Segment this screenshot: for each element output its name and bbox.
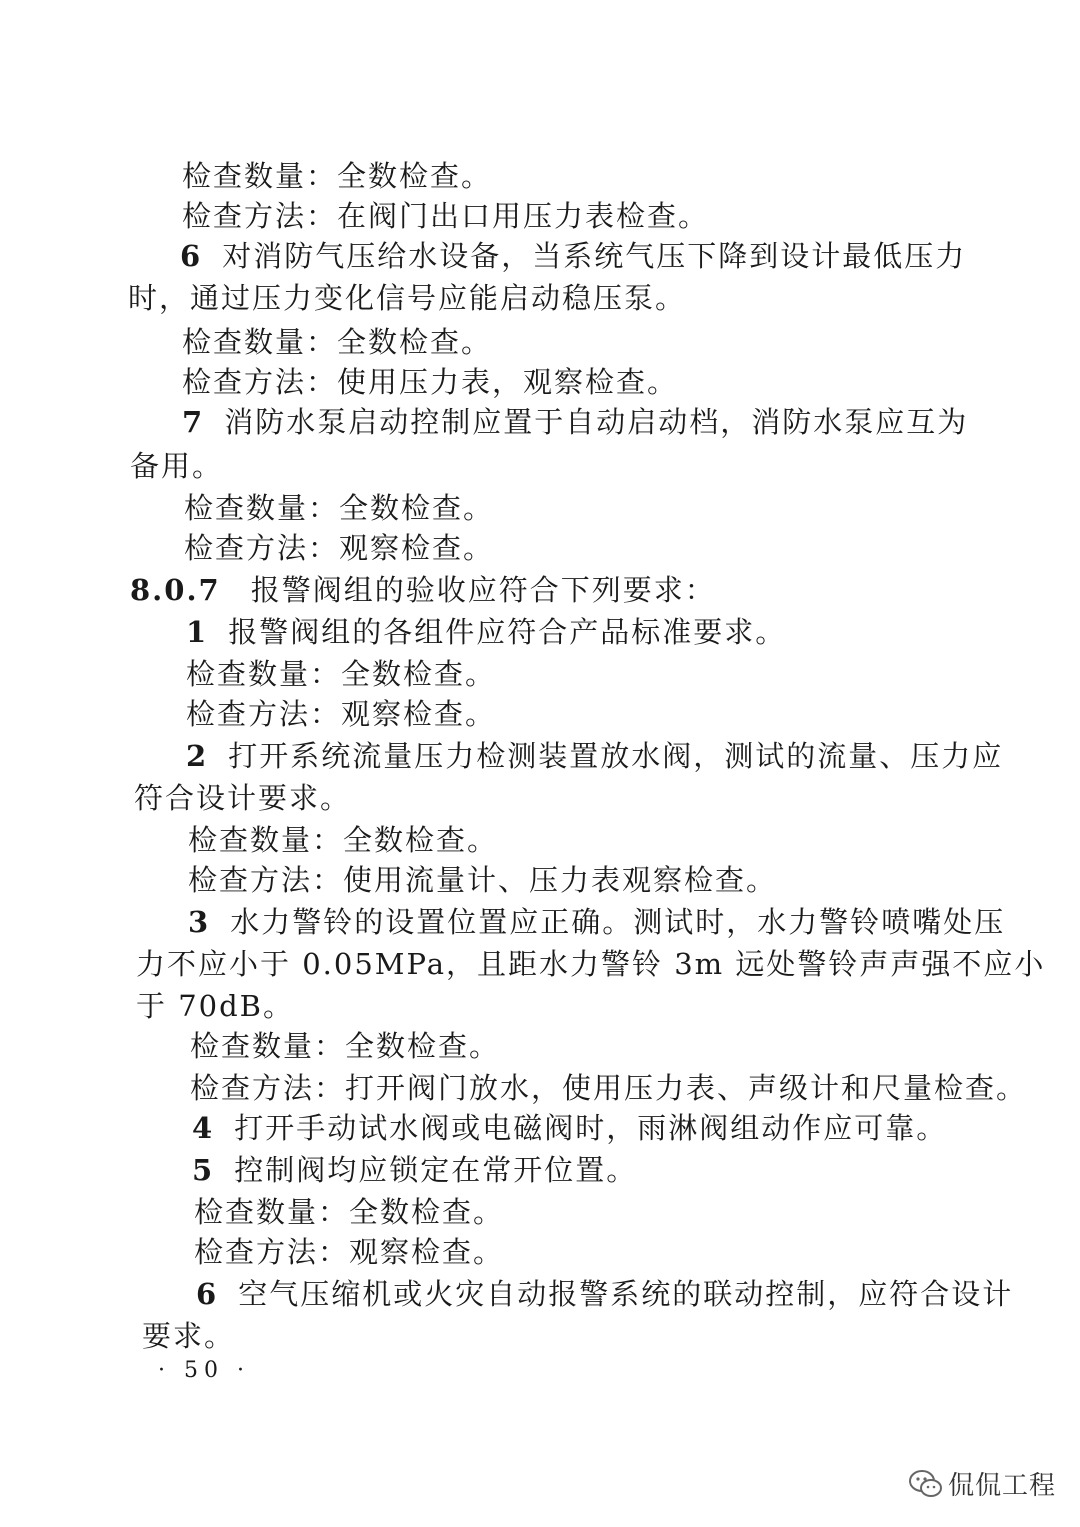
wechat-icon (908, 1469, 944, 1499)
text-line: 4 打开手动试水阀或电磁阀时，雨淋阀组动作应可靠。 (192, 1111, 948, 1145)
text-line: 检查方法：观察检查。 (194, 1235, 505, 1269)
text-line: 7 消防水泵启动控制应置于自动启动档，消防水泵应互为 (182, 405, 969, 439)
item-number: 5 (192, 1153, 215, 1187)
text-line: 检查数量：全数检查。 (188, 823, 499, 857)
text-line: 2 打开系统流量压力检测装置放水阀，测试的流量、压力应 (186, 739, 1004, 773)
text-line: 检查方法：观察检查。 (184, 531, 495, 565)
text-line: 检查方法：使用流量计、压力表观察检查。 (188, 863, 778, 897)
section-heading: 8.0.7 报警阀组的验收应符合下列要求： (130, 573, 716, 607)
text-line: 1 报警阀组的各组件应符合产品标准要求。 (186, 615, 787, 649)
text-line: 备用。 (130, 449, 224, 483)
text-line: 3 水力警铃的设置位置应正确。测试时，水力警铃喷嘴处压 (188, 905, 1006, 939)
text-line: 符合设计要求。 (134, 781, 352, 815)
text-line: 要求。 (142, 1319, 236, 1353)
watermark-text: 侃侃工程 (948, 1471, 1057, 1501)
text-line: 5 控制阀均应锁定在常开位置。 (192, 1153, 638, 1187)
text-line: 力不应小于 0.05MPa，且距水力警铃 3m 远处警铃声声强不应小 (136, 947, 1046, 981)
text-line: 时，通过压力变化信号应能启动稳压泵。 (128, 281, 687, 315)
section-number: 8.0.7 (130, 573, 221, 607)
text-line: 6 空气压缩机或火灾自动报警系统的联动控制，应符合设计 (196, 1277, 1014, 1311)
text-line: 检查方法：观察检查。 (186, 697, 497, 731)
item-number: 1 (186, 615, 209, 649)
item-number: 7 (182, 405, 205, 439)
text-line: 检查数量：全数检查。 (182, 325, 493, 359)
text-line: 检查数量：全数检查。 (184, 491, 495, 525)
item-number: 3 (188, 905, 211, 939)
item-number: 4 (192, 1111, 215, 1145)
text-line: 检查数量：全数检查。 (194, 1195, 505, 1229)
item-number: 2 (186, 739, 209, 773)
item-number: 6 (196, 1277, 219, 1311)
text-line: 检查数量：全数检查。 (186, 657, 497, 691)
text-line: 检查数量：全数检查。 (190, 1029, 501, 1063)
text-line: 检查方法：使用压力表，观察检查。 (182, 365, 679, 399)
text-line: 于 70dB。 (136, 989, 294, 1023)
item-number: 6 (180, 239, 203, 273)
text-line: 检查方法：在阀门出口用压力表检查。 (182, 199, 710, 233)
watermark (908, 1465, 1056, 1502)
text-line: 检查方法：打开阀门放水，使用压力表、声级计和尺量检查。 (190, 1071, 1028, 1105)
text-line: 6 对消防气压给水设备，当系统气压下降到设计最低压力 (180, 239, 967, 273)
page-number: · 50 · (158, 1358, 250, 1383)
text-line: 检查数量：全数检查。 (182, 159, 493, 193)
